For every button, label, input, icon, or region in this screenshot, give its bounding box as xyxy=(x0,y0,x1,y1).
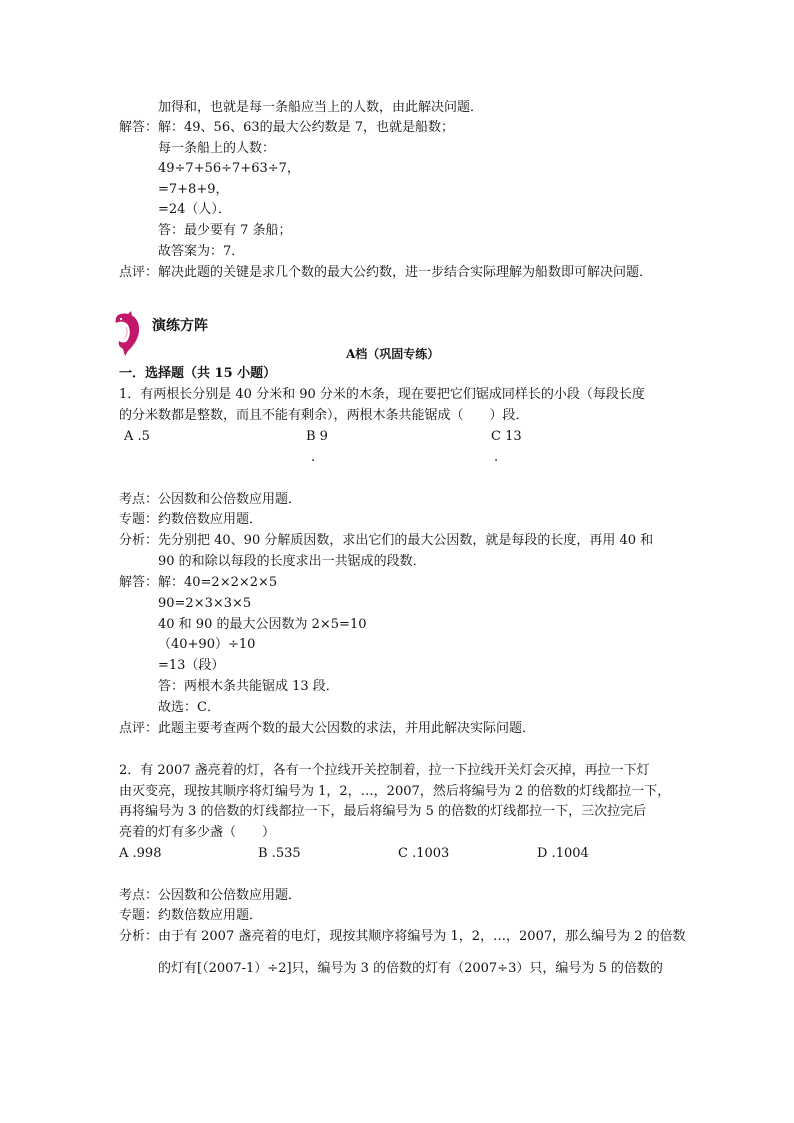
q1-option-a: A .5 xyxy=(124,429,150,444)
q2-stem-line-3: 再将编号为 3 的倍数的灯线都拉一下，最后将编号为 5 的倍数的灯线都拉一下，三次拉完后 xyxy=(119,804,647,819)
q1-kaodian: 公因数和公倍数应用题． xyxy=(158,492,302,507)
q2-kaodian-label: 考点： xyxy=(119,888,159,903)
q1-kaodian-label: 考点： xyxy=(119,492,159,507)
prev-answer-line-6: 答：最少要有 7 条船； xyxy=(158,223,292,238)
prev-answer-line-5: =24（人）． xyxy=(158,202,231,217)
prev-analysis-line: 加得和，也就是每一条船应当上的人数，由此解决问题． xyxy=(158,100,484,115)
prev-comment: 解决此题的关键是求几个数的最大公约数，进一步结合实际理解为船数即可解决问题． xyxy=(158,265,653,280)
q2-stem-line-4: 亮着的灯有多少盏（ ） xyxy=(119,825,276,840)
section-title: 演练方阵 xyxy=(152,318,208,334)
prev-answer-line-2: 每一条船上的人数： xyxy=(158,141,276,156)
q2-option-d: D .1004 xyxy=(537,846,589,861)
part-heading: 一．选择题（共 15 小题） xyxy=(119,366,277,381)
q1-jieda-line-1: 解：40=2×2×2×5 xyxy=(158,575,278,590)
q2-option-a: A .998 xyxy=(119,846,162,861)
dolphin-icon xyxy=(112,311,142,357)
q1-zhuanti: 约数倍数应用题． xyxy=(158,512,263,527)
q1-dianping-label: 点评： xyxy=(119,721,159,736)
q1-stem-line-1: 1．有两根长分别是 40 分米和 90 分米的木条，现在要把它们锯成同样长的小段（每段长度 xyxy=(119,387,645,402)
q2-fenxi-line-2: 的灯有[（2007-1）÷2]只，编号为 3 的倍数的灯有（2007÷3）只，编号为 5 的倍数的 xyxy=(158,961,663,976)
prev-answer-line-7: 故答案为：7． xyxy=(158,244,245,259)
q1-option-c-dot: . xyxy=(494,450,499,465)
q2-stem-line-1: 2．有 2007 盏亮着的灯，各有一个拉线开关控制着，拉一下拉线开关灯会灭掉，再拉一下灯 xyxy=(119,763,650,778)
q1-jieda-line-7: 故选：C． xyxy=(158,700,220,715)
q1-zhuanti-label: 专题： xyxy=(119,512,159,527)
q2-option-b: B .535 xyxy=(258,846,301,861)
q1-fenxi-line-1: 先分别把 40、90 分解质因数，求出它们的最大公因数，就是每段的长度，再用 40 和 xyxy=(158,533,654,548)
q1-option-b: B 9 xyxy=(306,429,328,444)
q2-option-c: C .1003 xyxy=(398,846,450,861)
q1-fenxi-label: 分析： xyxy=(119,533,159,548)
q1-option-b-dot: . xyxy=(311,450,316,465)
q1-jieda-label: 解答： xyxy=(119,575,159,590)
q2-fenxi-line-1: 由于有 2007 盏亮着的电灯，现按其顺序将编号为 1，2，…，2007，那么编号为 2 的倍数 xyxy=(158,929,686,944)
q1-jieda-line-4: （40+90）÷10 xyxy=(158,637,256,652)
q1-jieda-line-5: =13（段） xyxy=(158,658,225,673)
prev-answer-line-1: 解：49、56、63的最大公约数是 7，也就是船数； xyxy=(158,120,455,135)
q1-option-c: C 13 xyxy=(491,429,522,444)
q2-stem-line-2: 由灭变亮，现按其顺序将灯编号为 1，2，…，2007，然后将编号为 2 的倍数的灯线都拉一下， xyxy=(119,784,671,799)
section-subtitle: A档（巩固专练） xyxy=(346,347,440,361)
q2-zhuanti-label: 专题： xyxy=(119,908,159,923)
q1-jieda-line-2: 90=2×3×3×5 xyxy=(158,596,252,611)
q1-fenxi-line-2: 90 的和除以每段的长度求出一共锯成的段数． xyxy=(158,554,426,569)
prev-comment-label: 点评： xyxy=(119,265,159,280)
prev-answer-label: 解答： xyxy=(119,120,159,135)
q1-jieda-line-3: 40 和 90 的最大公因数为 2×5=10 xyxy=(158,617,367,632)
q2-zhuanti: 约数倍数应用题． xyxy=(158,908,263,923)
q2-fenxi-label: 分析： xyxy=(119,929,159,944)
prev-answer-line-4: =7+8+9， xyxy=(158,182,229,197)
q1-dianping: 此题主要考查两个数的最大公因数的求法，并用此解决实际问题． xyxy=(158,721,536,736)
q1-jieda-line-6: 答：两根木条共能锯成 13 段． xyxy=(158,679,339,694)
q1-stem-line-2: 的分米数都是整数，而且不能有剩余），两根木条共能锯成（ ）段． xyxy=(119,408,529,423)
q2-kaodian: 公因数和公倍数应用题． xyxy=(158,888,302,903)
prev-answer-line-3: 49÷7+56÷7+63÷7， xyxy=(158,161,300,176)
